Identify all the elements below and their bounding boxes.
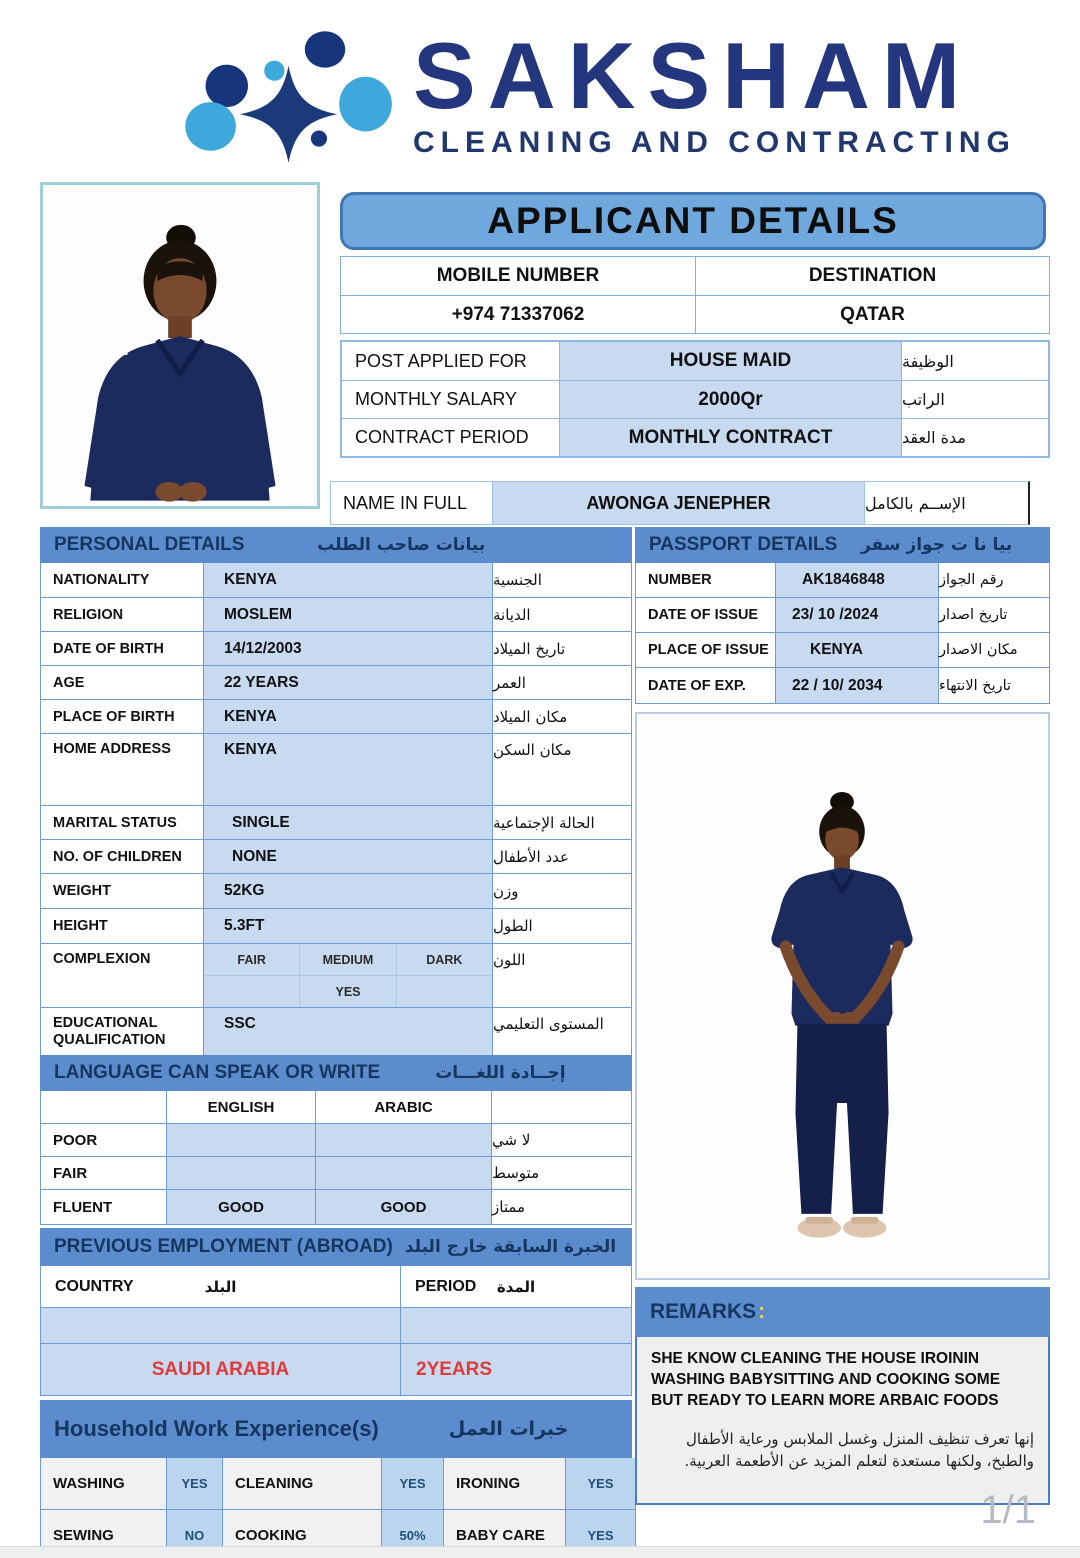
field-label-arabic: ممتاز bbox=[492, 1190, 631, 1224]
table-row bbox=[41, 734, 631, 806]
brand-header bbox=[165, 24, 1045, 166]
field-label: NATIONALITY bbox=[41, 563, 204, 597]
field-value: KENYA bbox=[204, 700, 493, 733]
destination-value: QATAR bbox=[840, 303, 905, 325]
field-label: PLACE OF BIRTH bbox=[41, 700, 204, 733]
field-value: 22 YEARS bbox=[204, 666, 493, 699]
table-row bbox=[636, 633, 1049, 668]
personal-details-header bbox=[40, 527, 632, 563]
table-row bbox=[41, 1008, 631, 1055]
section-title: LANGUAGE CAN SPEAK OR WRITE bbox=[54, 1062, 381, 1083]
field-value: MONTHLY CONTRACT bbox=[560, 419, 902, 456]
field-label-arabic: اللون bbox=[493, 944, 631, 1007]
field-label-arabic: الجنسية bbox=[493, 563, 631, 597]
section-title-arabic: خبرات العمل bbox=[448, 1418, 569, 1440]
table-row bbox=[40, 1458, 636, 1510]
field-label: FLUENT bbox=[41, 1190, 167, 1224]
applicant-details-title bbox=[340, 192, 1046, 250]
field-value: YES bbox=[566, 1458, 635, 1509]
field-label: COOKING bbox=[223, 1510, 382, 1558]
field-label-arabic: مدة العقد bbox=[902, 419, 1048, 456]
remarks-text-arabic: إنها تعرف تنظيف المنزل وغسل الملابس ورعاية الأطفال والطبخ، ولكنها مستعدة لتعلم المزيد عن الأطعمة العربية. bbox=[684, 1429, 1034, 1471]
remarks-colon: : bbox=[758, 1300, 766, 1323]
language-table bbox=[40, 1091, 632, 1225]
complexion-options bbox=[204, 944, 493, 1007]
personal-details-table bbox=[40, 563, 632, 1056]
field-label: AGE bbox=[41, 666, 204, 699]
field-value bbox=[167, 1157, 316, 1189]
field-value: SINGLE bbox=[204, 806, 493, 839]
field-label: BABY CARE bbox=[444, 1510, 566, 1558]
brand-name: SAKSHAM bbox=[413, 23, 973, 128]
brand-logo-icon bbox=[165, 25, 403, 165]
complexion-medium-answer: YES bbox=[299, 976, 395, 1007]
table-row bbox=[342, 380, 1048, 418]
field-value: 22 / 10/ 2034 bbox=[776, 668, 939, 703]
section-title: REMARKS bbox=[650, 1300, 757, 1323]
employment-period-value: 2YEARS bbox=[416, 1358, 493, 1380]
country-label-arabic: البلد bbox=[204, 1277, 237, 1296]
full-body-photo-illustration bbox=[637, 714, 1048, 1278]
section-title-arabic: إجــادة اللغـــات bbox=[435, 1063, 566, 1083]
column-header-english: ENGLISH bbox=[167, 1091, 316, 1123]
section-title: Household Work Experience(s) bbox=[54, 1416, 379, 1441]
complexion-fair-answer bbox=[204, 976, 299, 1007]
table-row bbox=[341, 295, 1049, 333]
table-row bbox=[41, 1266, 631, 1308]
field-value: YES bbox=[167, 1458, 223, 1509]
field-label-arabic: عدد الأطفال bbox=[493, 840, 631, 873]
empty-cell bbox=[492, 1091, 631, 1123]
remarks-text-english: SHE KNOW CLEANING THE HOUSE IROININ WASHING BABYSITTING AND COOKING SOME BUT READY TO LEARN MORE ARBAIC FOODS bbox=[651, 1350, 1001, 1409]
complexion-option-labels bbox=[204, 944, 492, 976]
field-value: 2000Qr bbox=[560, 381, 902, 418]
table-row bbox=[636, 563, 1049, 598]
table-row bbox=[342, 418, 1048, 456]
complexion-dark-label: DARK bbox=[396, 944, 492, 975]
page-title: APPLICANT DETAILS bbox=[487, 200, 899, 241]
field-label-arabic: مكان الميلاد bbox=[493, 700, 631, 733]
table-row bbox=[41, 1157, 631, 1190]
empty-cell bbox=[41, 1308, 401, 1343]
field-value: 50% bbox=[382, 1510, 444, 1558]
field-label: RELIGION bbox=[41, 598, 204, 631]
field-label: POST APPLIED FOR bbox=[342, 342, 560, 380]
field-label: CLEANING bbox=[223, 1458, 382, 1509]
table-row bbox=[41, 700, 631, 734]
period-header-cell bbox=[401, 1266, 631, 1307]
field-label-arabic: لا شي bbox=[492, 1124, 631, 1156]
field-label-arabic: العمر bbox=[493, 666, 631, 699]
field-value: NONE bbox=[204, 840, 493, 873]
table-row bbox=[41, 840, 631, 874]
field-value: 14/12/2003 bbox=[204, 632, 493, 665]
field-label-arabic: الإســم بالكامل bbox=[865, 482, 1028, 524]
field-label: NUMBER bbox=[636, 563, 776, 597]
section-title: PASSPORT DETAILS bbox=[649, 534, 838, 555]
field-label: WASHING bbox=[41, 1458, 167, 1509]
table-row bbox=[41, 598, 631, 632]
mobile-number-header: MOBILE NUMBER bbox=[341, 257, 696, 295]
field-label-arabic: وزن bbox=[493, 874, 631, 908]
field-label: WEIGHT bbox=[41, 874, 204, 908]
field-value: 52KG bbox=[204, 874, 493, 908]
section-title-arabic: الخبرة السابقة خارج البلد bbox=[404, 1237, 617, 1257]
field-label: MONTHLY SALARY bbox=[342, 381, 560, 418]
field-value: SSC bbox=[204, 1008, 493, 1055]
field-label-arabic: الديانة bbox=[493, 598, 631, 631]
table-row bbox=[41, 1091, 631, 1124]
previous-employment-table bbox=[40, 1266, 632, 1396]
field-label-arabic: المستوى التعليمي bbox=[493, 1008, 631, 1055]
complexion-dark-answer bbox=[396, 976, 492, 1007]
field-label: POOR bbox=[41, 1124, 167, 1156]
field-value: KENYA bbox=[204, 734, 493, 805]
section-title-arabic: بيا نا ت جواز سفر bbox=[860, 535, 1013, 555]
table-row bbox=[41, 1124, 631, 1157]
contact-table bbox=[340, 256, 1050, 334]
field-value bbox=[316, 1157, 492, 1189]
field-value bbox=[316, 1124, 492, 1156]
table-row bbox=[41, 563, 631, 598]
table-row bbox=[636, 668, 1049, 703]
table-row bbox=[342, 342, 1048, 380]
field-value bbox=[167, 1124, 316, 1156]
table-row bbox=[41, 666, 631, 700]
field-label-arabic: تاريخ الانتهاء bbox=[939, 668, 1049, 703]
viewer-bottom-strip bbox=[0, 1546, 1080, 1558]
field-label-arabic: الطول bbox=[493, 909, 631, 943]
field-value: AK1846848 bbox=[776, 563, 939, 597]
section-title: PERSONAL DETAILS bbox=[54, 534, 245, 555]
field-value: YES bbox=[382, 1458, 444, 1509]
field-value: HOUSE MAID bbox=[560, 342, 902, 380]
remarks-header bbox=[635, 1287, 1050, 1337]
section-title-arabic: بيانات صاحب الطلب bbox=[317, 535, 486, 555]
table-row bbox=[41, 909, 631, 944]
field-value: NO bbox=[167, 1510, 223, 1558]
job-details-table bbox=[340, 340, 1050, 458]
complexion-answers bbox=[204, 976, 492, 1007]
field-value: GOOD bbox=[167, 1190, 316, 1224]
field-value: KENYA bbox=[204, 563, 493, 597]
field-label-arabic: الحالة الإجتماعية bbox=[493, 806, 631, 839]
brand-tagline: CLEANING AND CONTRACTING bbox=[413, 126, 1016, 159]
field-label: HOME ADDRESS bbox=[41, 734, 204, 805]
field-label-arabic: تاريخ الميلاد bbox=[493, 632, 631, 665]
field-label-arabic: الراتب bbox=[902, 381, 1048, 418]
passport-details-header bbox=[635, 527, 1050, 563]
field-label: FAIR bbox=[41, 1157, 167, 1189]
page-indicator: 1/1 bbox=[980, 1488, 1036, 1532]
field-label: EDUCATIONAL QUALIFICATION bbox=[41, 1008, 204, 1055]
complexion-row bbox=[41, 944, 631, 1008]
previous-employment-header bbox=[40, 1228, 632, 1266]
country-header-cell bbox=[41, 1266, 401, 1307]
table-row bbox=[41, 1190, 631, 1224]
field-label-arabic: مكان السكن bbox=[493, 734, 631, 805]
table-row bbox=[41, 632, 631, 666]
complexion-medium-label: MEDIUM bbox=[299, 944, 395, 975]
empty-cell bbox=[41, 1091, 167, 1123]
field-value: KENYA bbox=[776, 633, 939, 667]
table-row bbox=[341, 257, 1049, 295]
field-label-arabic: تاريخ اصدار bbox=[939, 598, 1049, 632]
field-label: DATE OF BIRTH bbox=[41, 632, 204, 665]
field-label: DATE OF EXP. bbox=[636, 668, 776, 703]
applicant-name-value: AWONGA JENEPHER bbox=[493, 482, 865, 524]
field-label-arabic: رقم الجواز bbox=[939, 563, 1049, 597]
brand-text bbox=[413, 23, 1016, 160]
language-section-header bbox=[40, 1055, 632, 1091]
field-label-arabic: مكان الاصدار bbox=[939, 633, 1049, 667]
period-label-arabic: المدة bbox=[496, 1277, 536, 1296]
household-section-header bbox=[40, 1400, 632, 1458]
portrait-photo-illustration bbox=[47, 189, 313, 502]
field-label: CONTRACT PERIOD bbox=[342, 419, 560, 456]
field-value: 23/ 10 /2024 bbox=[776, 598, 939, 632]
field-label: NO. OF CHILDREN bbox=[41, 840, 204, 873]
remarks-body bbox=[635, 1337, 1050, 1505]
field-label: HEIGHT bbox=[41, 909, 204, 943]
field-label: NAME IN FULL bbox=[331, 482, 493, 524]
table-row bbox=[41, 874, 631, 909]
table-row bbox=[41, 806, 631, 840]
employment-country-value: SAUDI ARABIA bbox=[41, 1344, 401, 1395]
field-value: YES bbox=[566, 1510, 635, 1558]
field-label-arabic: متوسط bbox=[492, 1157, 631, 1189]
passport-details-table bbox=[635, 563, 1050, 704]
field-value: MOSLEM bbox=[204, 598, 493, 631]
destination-header: DESTINATION bbox=[808, 265, 937, 286]
field-label: DATE OF ISSUE bbox=[636, 598, 776, 632]
field-value: GOOD bbox=[316, 1190, 492, 1224]
country-label: COUNTRY bbox=[55, 1277, 134, 1295]
field-label: IRONING bbox=[444, 1458, 566, 1509]
field-label-arabic: الوظيفة bbox=[902, 342, 1048, 380]
period-label: PERIOD bbox=[415, 1277, 477, 1295]
full-body-photo bbox=[635, 712, 1050, 1280]
table-row bbox=[636, 598, 1049, 633]
portrait-photo bbox=[40, 182, 320, 509]
section-title: PREVIOUS EMPLOYMENT (ABROAD) bbox=[54, 1236, 393, 1257]
column-header-arabic: ARABIC bbox=[316, 1091, 492, 1123]
field-label: MARITAL STATUS bbox=[41, 806, 204, 839]
name-in-full-row bbox=[330, 481, 1030, 525]
field-value: 5.3FT bbox=[204, 909, 493, 943]
field-label: PLACE OF ISSUE bbox=[636, 633, 776, 667]
field-label: SEWING bbox=[41, 1510, 167, 1558]
household-table bbox=[40, 1458, 636, 1558]
table-row bbox=[41, 1344, 631, 1395]
field-label: COMPLEXION bbox=[41, 944, 204, 1007]
mobile-number-value: +974 71337062 bbox=[341, 296, 696, 333]
table-row bbox=[41, 1308, 631, 1344]
complexion-fair-label: FAIR bbox=[237, 952, 266, 967]
